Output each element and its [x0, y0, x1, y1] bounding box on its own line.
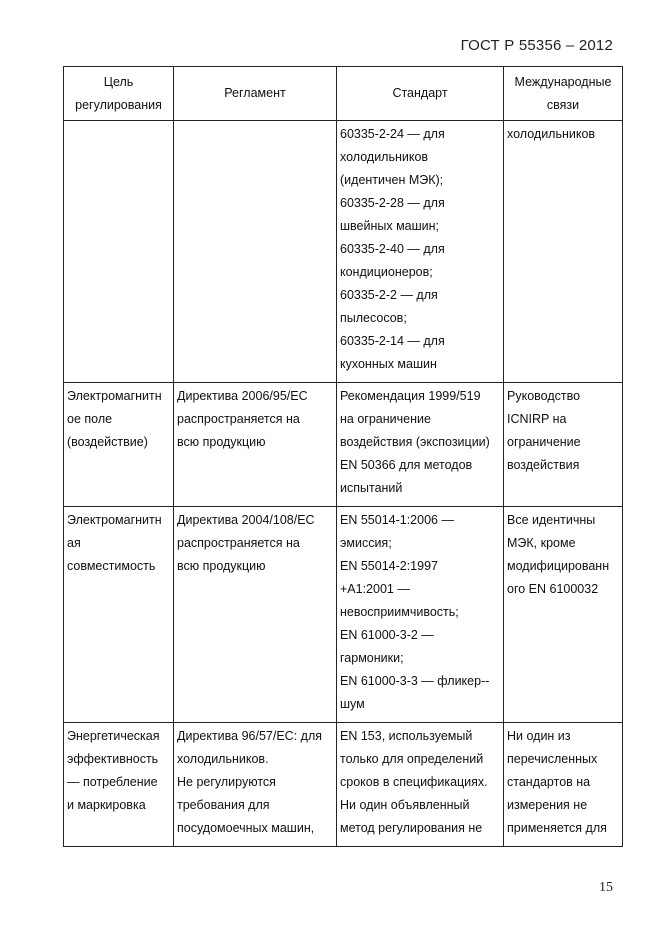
standards-table: [63, 66, 623, 847]
cell-international: Руководство ICNIRP на ограничение воздействия: [504, 383, 623, 507]
column-header-standard: Стандарт: [337, 67, 504, 121]
cell-international: Все идентичны МЭК, кроме модифицированн ого EN 6100032: [504, 507, 623, 723]
column-header-goal: Цель регулирования: [64, 67, 174, 121]
cell-international: Ни один из перечисленных стандартов на измерения не применяется для: [504, 723, 623, 847]
cell-regulation: Директива 96/57/ЕС: для холодильников. Не регулируются требования для посудомоечных машин,: [174, 723, 337, 847]
cell-international: холодильников: [504, 121, 623, 383]
cell-regulation: [174, 121, 337, 383]
column-header-international: Международные связи: [504, 67, 623, 121]
table-row: [64, 383, 623, 507]
column-header-regulation: Регламент: [174, 67, 337, 121]
cell-goal: Электромагнитн ая совместимость: [64, 507, 174, 723]
document-code: ГОСТ Р 55356 – 2012: [460, 37, 613, 54]
table-row: [64, 121, 623, 383]
cell-goal: Энергетическая эффективность — потребление и маркировка: [64, 723, 174, 847]
table-row: [64, 507, 623, 723]
cell-standard: 60335-2-24 — для холодильников (идентичен МЭК); 60335-2-28 — для швейных машин; 60335-2-40 — для кондиционеров; 60335-2-2 — для пылесосов; 60335-2-14 — для кухонных машин: [337, 121, 504, 383]
cell-goal: Электромагнитн ое поле (воздействие): [64, 383, 174, 507]
page-number: 15: [599, 880, 613, 895]
table-header-row: [64, 67, 623, 121]
cell-goal: [64, 121, 174, 383]
cell-standard: EN 153, используемый только для определений сроков в спецификациях. Ни один объявленный метод регулирования не: [337, 723, 504, 847]
cell-standard: Рекомендация 1999/519 на ограничение воздействия (экспозиции) EN 50366 для методов испытаний: [337, 383, 504, 507]
cell-regulation: Директива 2004/108/ЕС распространяется на всю продукцию: [174, 507, 337, 723]
cell-regulation: Директива 2006/95/ЕС распространяется на всю продукцию: [174, 383, 337, 507]
table-row: [64, 723, 623, 847]
cell-standard: EN 55014-1:2006 — эмиссия; EN 55014-2:1997 +A1:2001 — невосприимчивость; EN 61000-3-2 — гармоники; EN 61000-3-3 — фликер-- шум: [337, 507, 504, 723]
